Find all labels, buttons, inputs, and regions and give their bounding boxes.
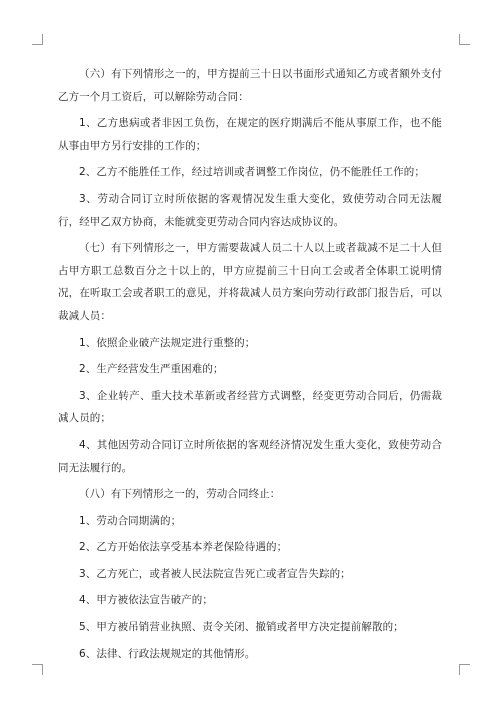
page-corner-mark-bottom-left [32, 664, 43, 675]
page-corner-mark-bottom-right [459, 664, 470, 675]
clause-7-item-4: 4、其他因劳动合同订立时所依据的客观经济情况发生重大变化，致使劳动合同无法履行的。 [58, 438, 442, 474]
clause-8-intro: （八）有下列情形之一的，劳动合同终止： [79, 488, 281, 501]
document-body [58, 63, 442, 669]
clause-8-item-2: 2、乙方开始依法享受基本养老保险待遇的； [79, 541, 288, 554]
clause-8-item-5: 5、甲方被吊销营业执照、责令关闭、撤销或者甲方决定提前解散的； [79, 621, 404, 634]
clause-6-item-1: 1、乙方患病或者非因工负伤，在规定的医疗期满后不能从事原工作，也不能从事由甲方另行安排的工作的； [58, 117, 442, 152]
clause-7-intro: （七）有下列情形之一，甲方需要裁减人员二十人以上或者裁减不足二十人但占甲方职工总数百分之十以上的，甲方应提前三十日向工会或者全体职工说明情况，在听取工会或者职工的意见，并将裁减人员方案向劳动行政部门报告后，可以裁减人员： [58, 242, 442, 322]
clause-7-item-3: 3、企业转产、重大技术革新或者经营方式调整，经变更劳动合同后，仍需裁减人员的； [58, 389, 442, 425]
clause-6-intro: （六）有下列情形之一的，甲方提前三十日以书面形式通知乙方或者额外支付乙方一个月工资后，可以解除劳动合同： [58, 68, 442, 103]
clause-8-item-4: 4、甲方被依法宣告破产的； [79, 594, 213, 607]
clause-7-item-2: 2、生产经营发生严重困难的； [79, 363, 224, 376]
page-corner-mark-top-right [459, 34, 470, 45]
clause-8-item-1: 1、劳动合同期满的； [79, 514, 182, 527]
clause-8-item-6: 6、法律、行政法规规定的其他情形。 [79, 647, 256, 660]
clause-7-item-1: 1、依照企业破产法规定进行重整的； [79, 336, 256, 349]
clause-6-item-2: 2、乙方不能胜任工作，经过培训或者调整工作岗位，仍不能胜任工作的； [79, 166, 425, 179]
clause-8-item-3: 3、乙方死亡，或者被人民法院宣告死亡或者宣告失踪的； [79, 567, 351, 580]
clause-6-item-3: 3、劳动合同订立时所依据的客观情况发生重大变化，致使劳动合同无法履行，经甲乙双方协商，未能就变更劳动合同内容达成协议的。 [58, 192, 442, 228]
page-corner-mark-top-left [32, 34, 43, 45]
